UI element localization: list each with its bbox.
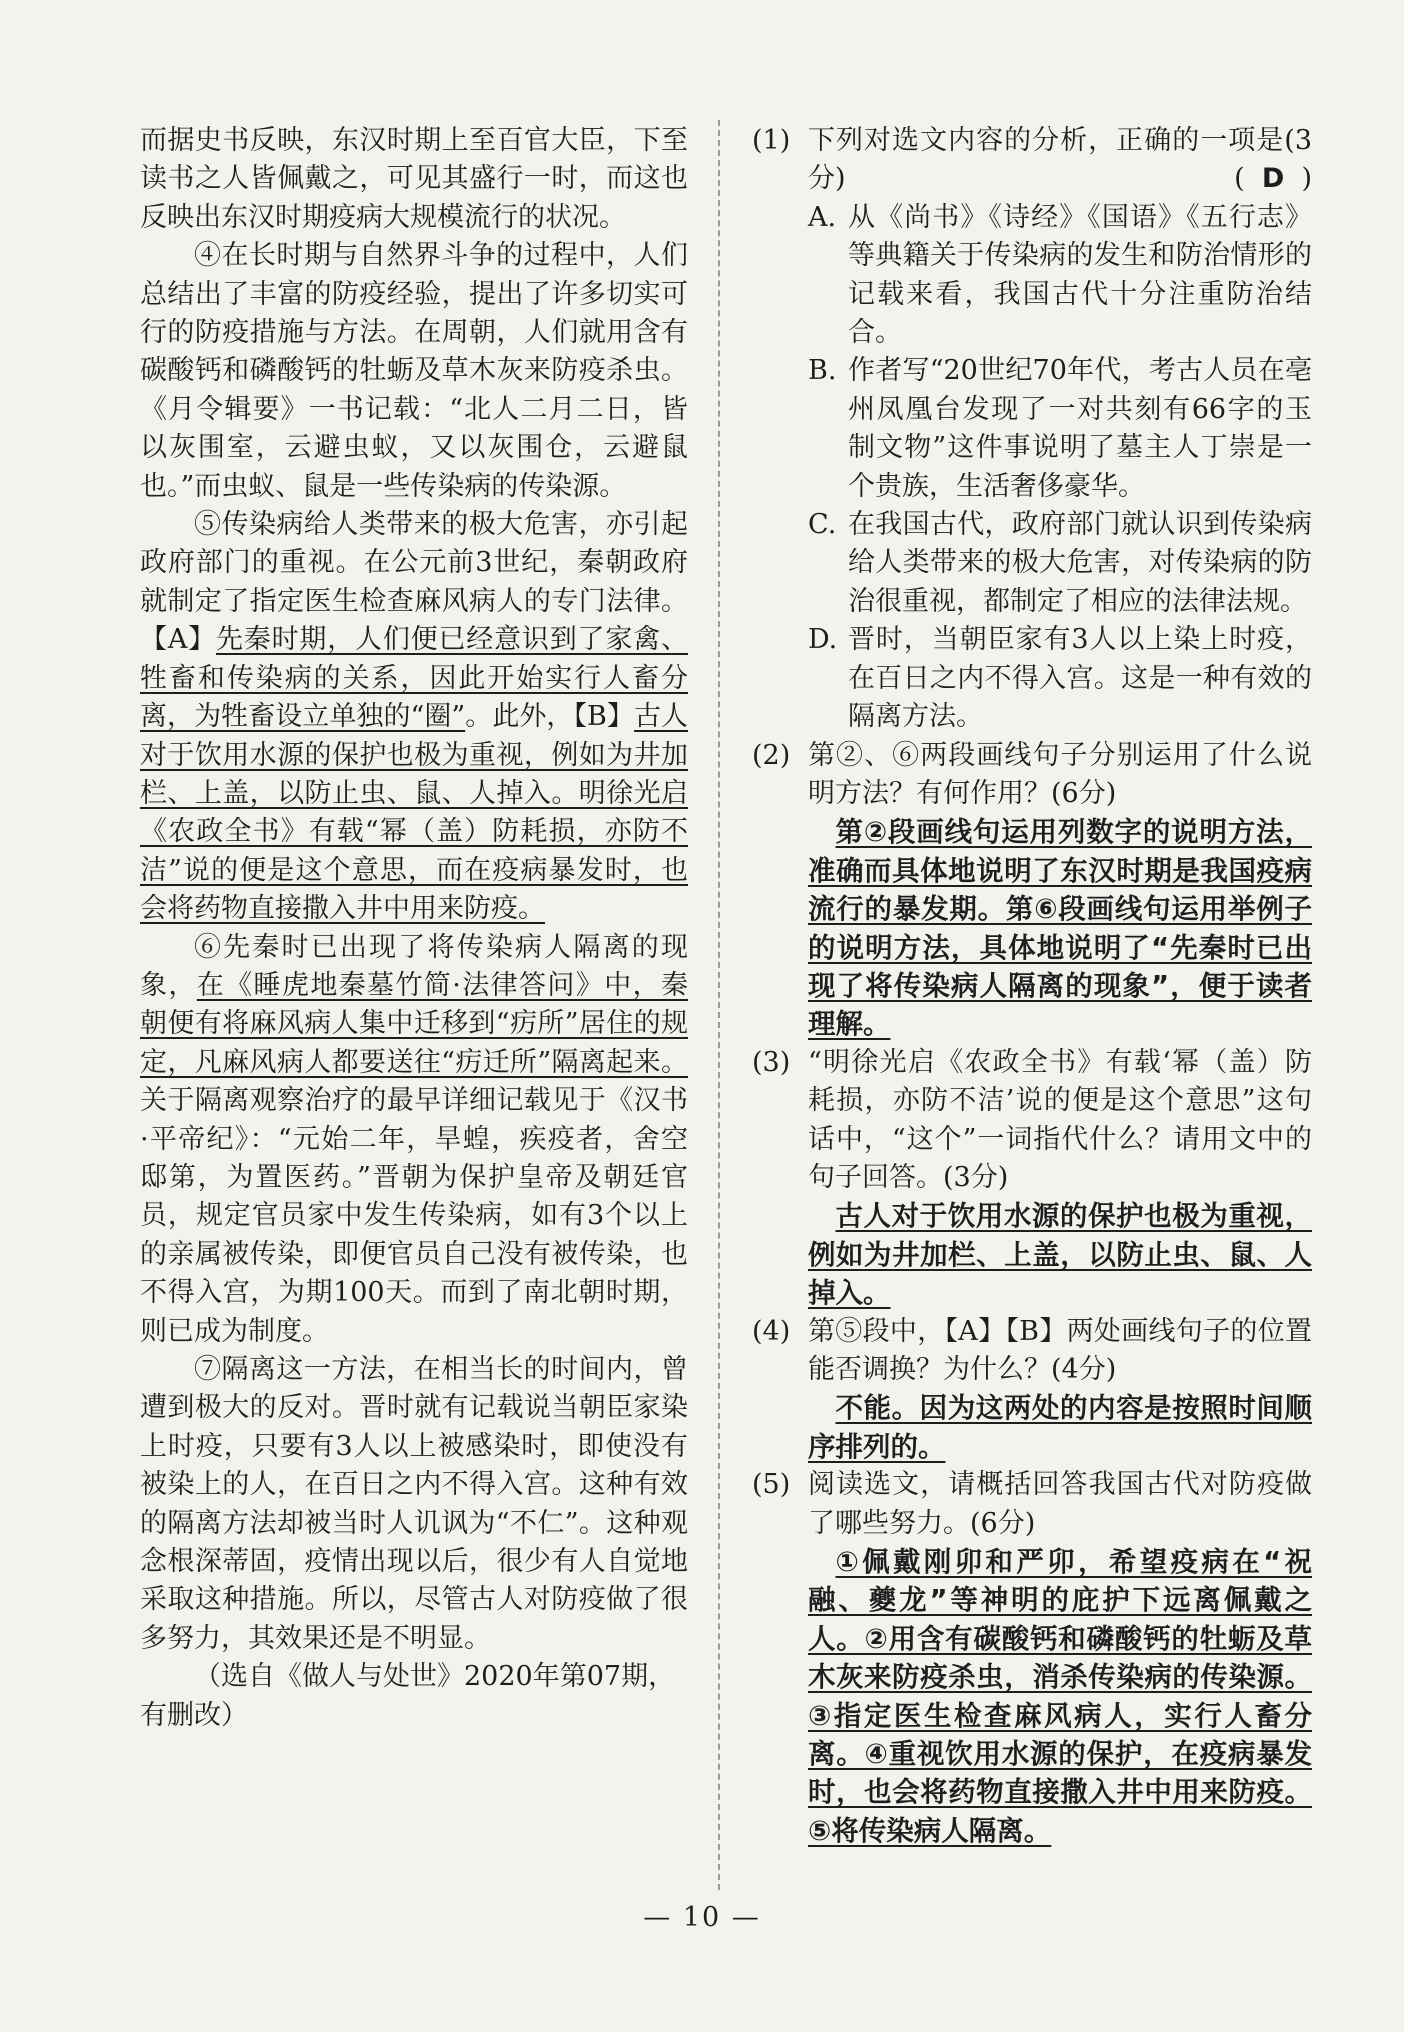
option-d: D. 晋时，当朝臣家有3人以上染上时疫，在百日之内不得入宫。这是一种有效的隔离方法。 (808, 624, 1312, 733)
option-b: B. 作者写“20世纪70年代，考古人员在亳州凤凰台发现了一对共刻有66字的玉制文物”这件事说明了墓主人丁崇是一个贵族，生活奢侈豪华。 (808, 355, 1312, 502)
article-column (140, 122, 688, 1735)
question-1 (752, 122, 1312, 737)
page-number: — 10 — (643, 1902, 761, 1933)
option-c: C. 在我国古代，政府部门就认识到传染病给人类带来的极大危害，对传染病的防治很重视，都制定了相应的法律法规。 (808, 509, 1312, 617)
question-stem: 第②、⑥两段画线句子分别运用了什么说明方法？有何作用？(6分) (808, 739, 1312, 809)
paragraph-5 (140, 506, 688, 928)
paragraph-4: ④在长时期与自然界斗争的过程中，人们总结出了丰富的防疫经验，提出了许多切实可行的防疫措施与方法。在周朝，人们就用含有碳酸钙和磷酸钙的牡蛎及草木灰来防疫杀虫。《月令辑要》一书记载：“北人二月二日，皆以灰围室，云避虫蚁，又以灰围仓，云避鼠也。”而虫蚁、鼠是一些传染病的传染源。 (140, 240, 688, 502)
question-3 (752, 1044, 1312, 1313)
question-2 (752, 737, 1312, 1044)
question-number: (1) (752, 125, 791, 156)
source-citation: （选自《做人与处世》2020年第07期，有删改） (140, 1661, 676, 1731)
underlined-sentence-6: 在《睡虎地秦墓竹简·法律答问》中，秦朝便有将麻风病人集中迁移到“疠所”居住的规定，凡麻风病人都要送往“疠迁所”隔离起来。 (140, 969, 688, 1078)
answer-bracket: ( D ) (1234, 163, 1312, 195)
question-stem: 下列对选文内容的分析，正确的一项是(3分) ( D ) (808, 122, 1312, 199)
paragraph-7: ⑦隔离这一方法，在相当长的时间内，曾遭到极大的反对。晋时就有记载说当朝臣家染上时疫，只要有3人以上被感染时，即使没有被染上的人，在百日之内不得入宫。这种有效的隔离方法却被当时人讥讽为“不仁”。这种观念根深蒂固，疫情出现以后，很少有人自觉地采取这种措施。所以，尽管古人对防疫做了很多努力，其效果还是不明显。 (140, 1354, 688, 1654)
question-stem: 第⑤段中，【A】【B】两处画线句子的位置能否调换？为什么？(4分) (808, 1315, 1312, 1385)
paragraph-5-mid: 。此外，【B】 (465, 701, 634, 733)
paragraph-intro: 而据史书反映，东汉时期上至百官大臣，下至读书之人皆佩戴之，可见其盛行一时，而这也反映出东汉时期疫病大规模流行的状况。 (140, 125, 688, 233)
answer-choice: D (1261, 163, 1285, 195)
question-number: (3) (752, 1046, 791, 1078)
underlined-sentence-a: 先秦时期，人们便已经意识到了家禽、牲畜和传染病的关系，因此开始实行人畜分离，为牲畜设立单独的“圈” (140, 624, 689, 733)
handwritten-answer: 古人对于饮用水源的保护也极为重视，例如为井加栏、上盖，以防止虫、鼠、人掉入。 (808, 1200, 1312, 1310)
question-stem: “明徐光启《农政全书》有载‘幂（盖）防耗损，亦防不洁’说的便是这个意思”这句话中，“这个”一词指代什么？请用文中的句子回答。(3分) (808, 1046, 1312, 1193)
question-number: (4) (752, 1315, 791, 1347)
questions-column (752, 122, 1312, 1850)
question-5 (752, 1466, 1312, 1850)
underlined-sentence-b: 古人对于饮用水源的保护也极为重视，例如为井加栏、上盖，以防止虫、鼠、人掉入。明徐光启《农政全书》有载“幂（盖）防耗损，亦防不洁”说的便是这个意思，而在疫病暴发时，也会将药物直接撒入井中用来防疫。 (140, 701, 689, 925)
paragraph-6-lead: ⑥先秦时已出现了将传染病人隔离的现象， (140, 931, 688, 1001)
handwritten-answer: ①佩戴刚卯和严卯，希望疫病在“祝融、夔龙”等神明的庇护下远离佩戴之人。②用含有碳酸钙和磷酸钙的牡蛎及草木灰来防疫杀虫，消杀传染病的传染源。③指定医生检查麻风病人，实行人畜分离。④重视饮用水源的保护，在疫病暴发时，也会将药物直接撒入井中用来防疫。⑤将传染病人隔离。 (808, 1546, 1312, 1847)
handwritten-answer: 不能。因为这两处的内容是按照时间顺序排列的。 (808, 1392, 1312, 1463)
question-4 (752, 1313, 1312, 1467)
paragraph-6 (140, 929, 688, 1351)
question-stem: 阅读选文，请概括回答我国古代对防疫做了哪些努力。(6分) (808, 1469, 1312, 1539)
option-a: A. 从《尚书》《诗经》《国语》《五行志》等典籍关于传染病的发生和防治情形的记载来看，我国古代十分注重防治结合。 (808, 201, 1312, 349)
handwritten-answer: 第②段画线句运用列数字的说明方法，准确而具体地说明了东汉时期是我国疫病流行的暴发期。第⑥段画线句运用举例子的说明方法，具体地说明了“先秦时已出现了将传染病人隔离的现象”，便于读者理解。 (808, 816, 1312, 1041)
question-number: (2) (752, 739, 791, 771)
question-number: (5) (752, 1469, 791, 1501)
column-divider (718, 120, 720, 1890)
paragraph-5-lead: ⑤传染病给人类带来的极大危害，亦引起政府部门的重视。在公元前3世纪，秦朝政府就制定了指定医生检查麻风病人的专门法律。【A】 (140, 509, 688, 656)
paragraph-6-rest: 关于隔离观察治疗的最早详细记载见于《汉书·平帝纪》：“元始二年，旱蝗，疾疫者，舍空邸第，为置医药。”晋朝为保护皇帝及朝廷官员，规定官员家中发生传染病，如有3个以上的亲属被传染，即便官员自己没有被传染，也不得入宫，为期100天。而到了南北朝时期，则已成为制度。 (140, 1085, 688, 1347)
